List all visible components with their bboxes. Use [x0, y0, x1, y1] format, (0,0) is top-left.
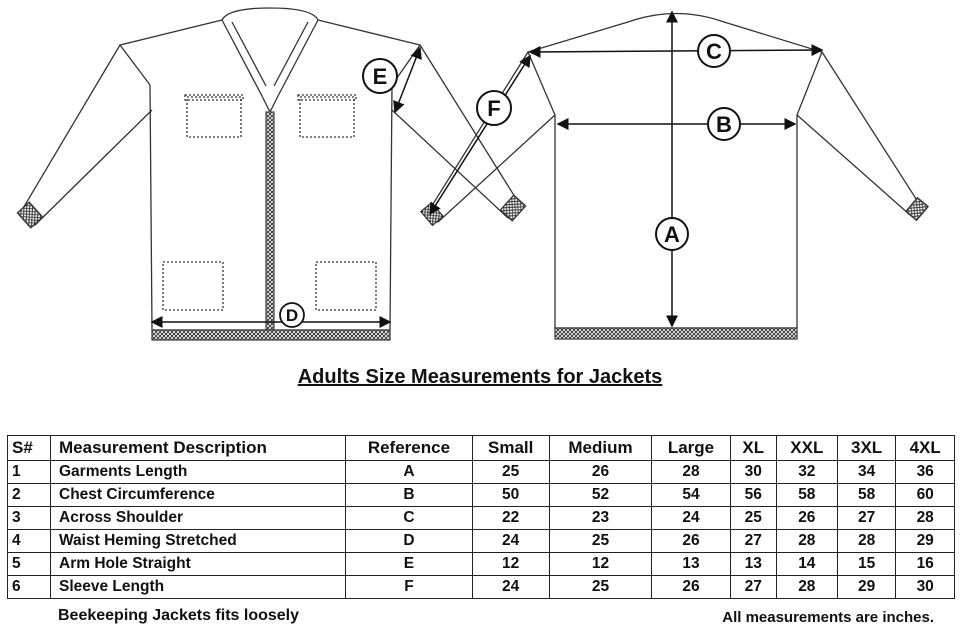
label-a — [656, 218, 688, 250]
row-size-value: 26 — [776, 507, 837, 530]
row-size-value: 12 — [549, 553, 651, 576]
size-table — [7, 435, 955, 599]
row-reference: E — [346, 553, 472, 576]
table-body — [8, 461, 955, 599]
header-small: Small — [472, 436, 549, 461]
row-size-value: 28 — [776, 576, 837, 599]
row-number: 4 — [8, 530, 51, 553]
row-size-value: 27 — [730, 576, 776, 599]
header-3xl: 3XL — [837, 436, 896, 461]
row-size-value: 26 — [549, 461, 651, 484]
row-size-value: 26 — [652, 530, 731, 553]
svg-text:A: A — [664, 222, 680, 247]
row-size-value: 28 — [652, 461, 731, 484]
row-size-value: 25 — [549, 576, 651, 599]
table-row — [8, 576, 955, 599]
row-size-value: 25 — [472, 461, 549, 484]
svg-text:C: C — [706, 39, 722, 64]
row-size-value: 13 — [730, 553, 776, 576]
row-reference: D — [346, 530, 472, 553]
svg-text:F: F — [487, 96, 501, 121]
row-reference: C — [346, 507, 472, 530]
page-title: Adults Size Measurements for Jackets — [297, 366, 663, 388]
row-size-value: 14 — [776, 553, 837, 576]
row-size-value: 34 — [837, 461, 896, 484]
row-size-value: 58 — [837, 484, 896, 507]
row-size-value: 24 — [472, 576, 549, 599]
row-size-value: 29 — [837, 576, 896, 599]
row-size-value: 30 — [730, 461, 776, 484]
row-reference: F — [346, 576, 472, 599]
row-size-value: 28 — [776, 530, 837, 553]
label-d — [280, 303, 304, 327]
row-number: 1 — [8, 461, 51, 484]
header-xxl: XXL — [776, 436, 837, 461]
row-size-value: 24 — [652, 507, 731, 530]
row-size-value: 28 — [837, 530, 896, 553]
fit-note: Beekeeping Jackets fits loosely — [58, 607, 299, 624]
row-description: Sleeve Length — [51, 576, 346, 599]
label-b — [708, 108, 740, 140]
row-size-value: 27 — [837, 507, 896, 530]
row-description: Across Shoulder — [51, 507, 346, 530]
row-size-value: 56 — [730, 484, 776, 507]
label-c — [698, 35, 730, 67]
row-number: 3 — [8, 507, 51, 530]
row-size-value: 15 — [837, 553, 896, 576]
table-row — [8, 484, 955, 507]
row-size-value: 28 — [896, 507, 955, 530]
header-large: Large — [652, 436, 731, 461]
row-size-value: 50 — [472, 484, 549, 507]
row-description: Chest Circumference — [51, 484, 346, 507]
row-size-value: 60 — [896, 484, 955, 507]
row-description: Arm Hole Straight — [51, 553, 346, 576]
label-f — [477, 91, 511, 125]
row-size-value: 29 — [896, 530, 955, 553]
table-header-row — [8, 436, 955, 461]
row-size-value: 52 — [549, 484, 651, 507]
table-row — [8, 553, 955, 576]
row-size-value: 36 — [896, 461, 955, 484]
row-size-value: 13 — [652, 553, 731, 576]
row-number: 2 — [8, 484, 51, 507]
measure-e-arrow — [395, 48, 420, 112]
row-size-value: 54 — [652, 484, 731, 507]
row-reference: A — [346, 461, 472, 484]
svg-text:B: B — [716, 112, 732, 137]
front-jacket — [17, 8, 525, 340]
row-number: 6 — [8, 576, 51, 599]
row-size-value: 24 — [472, 530, 549, 553]
table-row — [8, 530, 955, 553]
measure-f-arrow — [430, 56, 530, 214]
table-row — [8, 461, 955, 484]
row-size-value: 30 — [896, 576, 955, 599]
svg-text:D: D — [285, 306, 299, 325]
header-reference: Reference — [346, 436, 472, 461]
row-size-value: 25 — [730, 507, 776, 530]
back-jacket — [421, 14, 928, 340]
measure-c-arrow — [530, 50, 822, 52]
row-size-value: 25 — [549, 530, 651, 553]
row-size-value: 23 — [549, 507, 651, 530]
header-4xl: 4XL — [896, 436, 955, 461]
units-note: All measurements are inches. — [722, 609, 934, 626]
header-description: Measurement Description — [51, 436, 346, 461]
row-reference: B — [346, 484, 472, 507]
header-sn: S# — [8, 436, 51, 461]
row-size-value: 32 — [776, 461, 837, 484]
row-size-value: 27 — [730, 530, 776, 553]
row-description: Waist Heming Stretched — [51, 530, 346, 553]
header-medium: Medium — [549, 436, 651, 461]
label-e — [363, 59, 397, 93]
row-size-value: 16 — [896, 553, 955, 576]
row-number: 5 — [8, 553, 51, 576]
row-description: Garments Length — [51, 461, 346, 484]
row-size-value: 58 — [776, 484, 837, 507]
header-xl: XL — [730, 436, 776, 461]
row-size-value: 26 — [652, 576, 731, 599]
table-row — [8, 507, 955, 530]
row-size-value: 12 — [472, 553, 549, 576]
svg-text:E: E — [372, 64, 388, 89]
row-size-value: 22 — [472, 507, 549, 530]
